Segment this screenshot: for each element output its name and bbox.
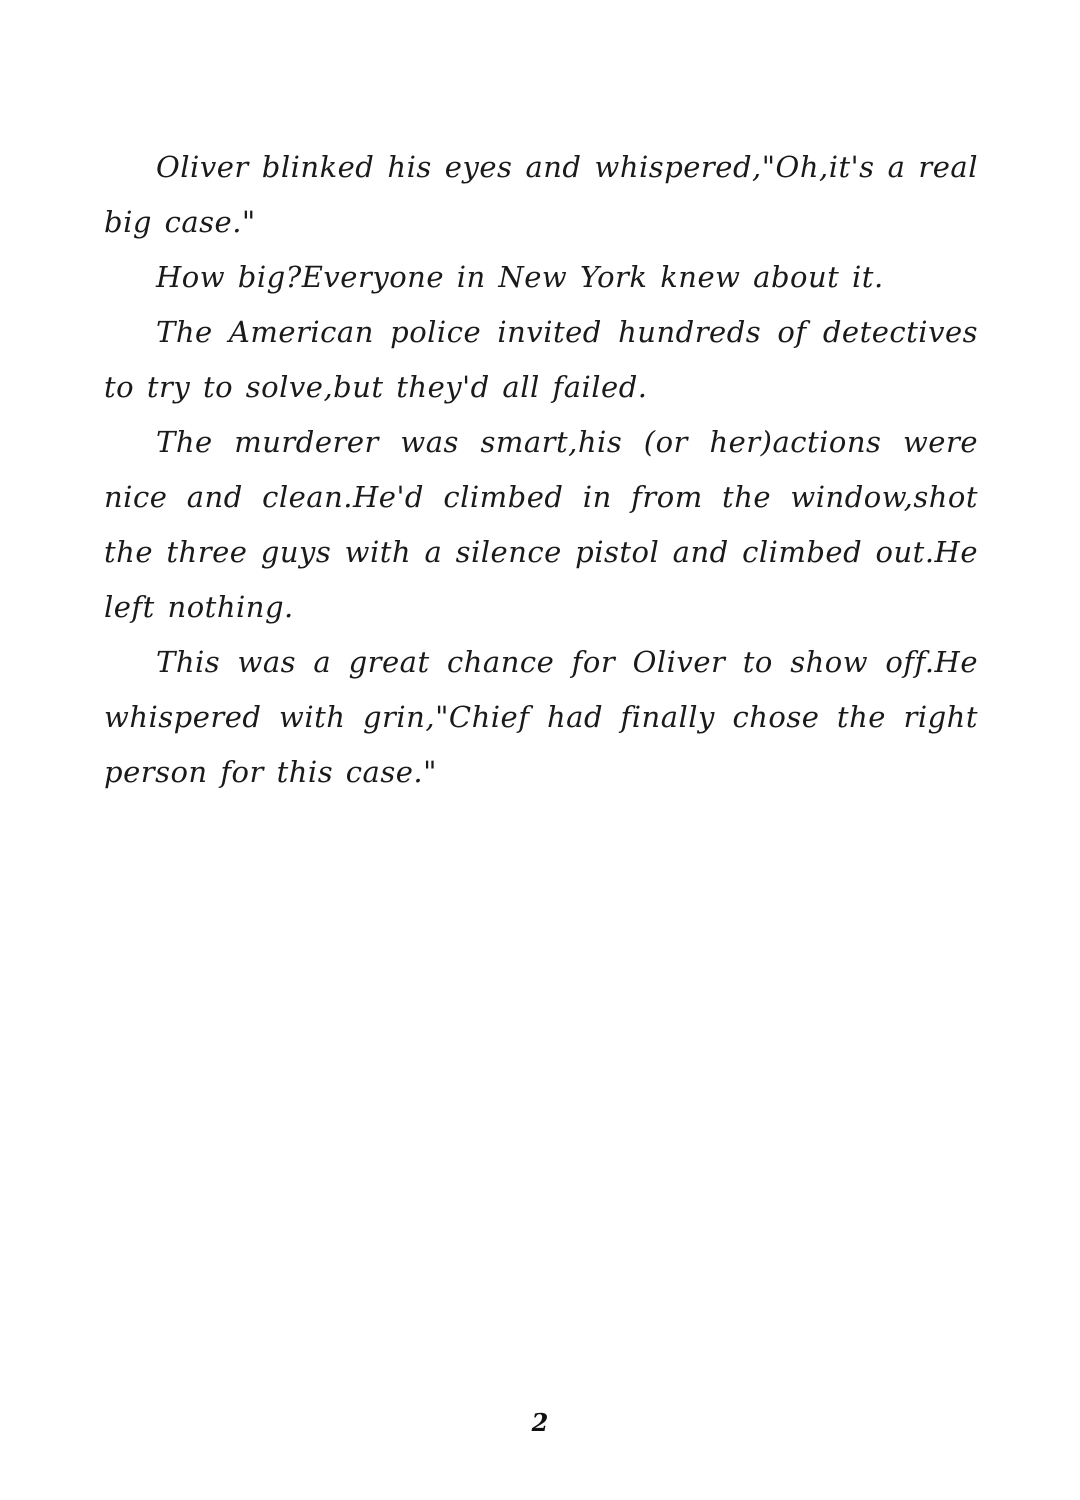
paragraph-4: The murderer was smart,his (or her)actions were nice and clean.He'd climbed in from the window,shot the three guys with a silence pistol and climbed out.He left nothing. (104, 425, 978, 624)
body-text (104, 140, 978, 800)
paragraph-3: The American police invited hundreds of detectives to try to solve,but they'd all failed. (104, 315, 978, 404)
page-number: 2 (531, 1408, 549, 1437)
paragraph-1: Oliver blinked his eyes and whispered,"Oh,it's a real big case." (104, 150, 978, 239)
paragraph-5: This was a great chance for Oliver to show off.He whispered with grin,"Chief had finally chose the right person for this case." (104, 645, 978, 789)
paragraph-2: How big?Everyone in New York knew about it. (156, 260, 884, 294)
